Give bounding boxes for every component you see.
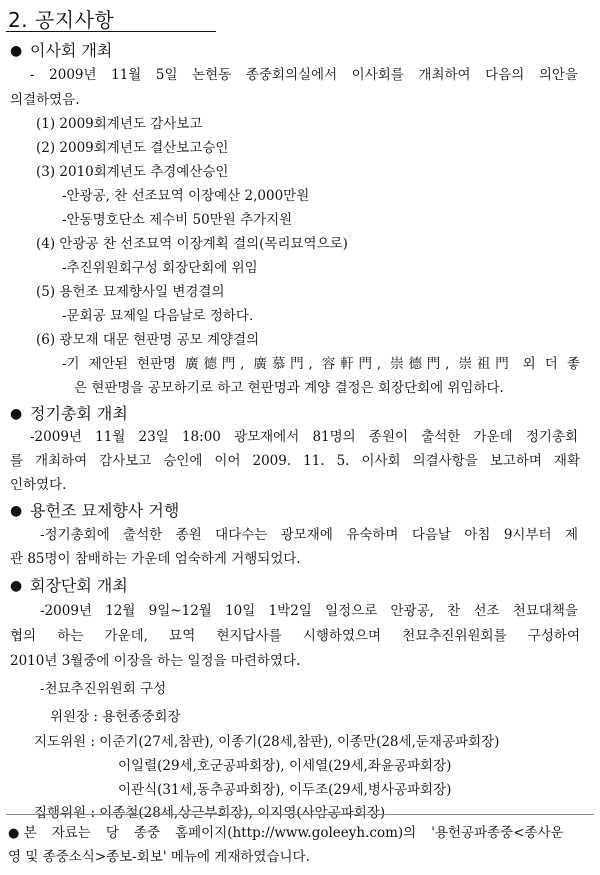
agenda-item: (1) 2009회계년도 감사보고 bbox=[36, 116, 203, 132]
committee-member: 이일렬(29세,호군공파회장), 이세열(29세,좌윤공파회장) bbox=[118, 758, 452, 774]
agenda-subitem: 은 현판명을 공모하기로 하고 현판명과 계양 결정은 회장단회에 위임하다. bbox=[74, 380, 504, 396]
title-underline bbox=[6, 31, 216, 32]
agenda-subitem: -안광공, 찬 선조묘역 이장예산 2,000만원 bbox=[62, 188, 310, 204]
bullet-icon: ● bbox=[10, 406, 23, 422]
committee-member: 위원장 : 용헌종중회장 bbox=[50, 709, 181, 725]
bullet-icon: ● bbox=[10, 503, 23, 519]
page-title: 2. 공지사항 bbox=[8, 8, 115, 32]
bullet-icon: ● bbox=[8, 826, 20, 841]
committee-member: 이관식(31세,동추공파회장), 이두조(29세,병사공파회장) bbox=[118, 782, 452, 798]
body-line: 의결하였음. bbox=[10, 92, 80, 108]
bullet-icon: ● bbox=[10, 578, 23, 594]
agenda-item: (6) 광모재 대문 현판명 공모 계양결의 bbox=[36, 332, 260, 348]
body-line: -2009년 12월 9일~12월 10일 1박2일 일정으로 안광공, 찬 선조 천묘대책을 bbox=[40, 603, 578, 619]
agenda-item: (2) 2009회계년도 결산보고승인 bbox=[36, 140, 229, 156]
body-line: 2010년 3월중에 이장을 하는 일정을 마련하였다. bbox=[10, 653, 301, 669]
agenda-subitem: -안동명호단소 제수비 50만원 추가지원 bbox=[62, 212, 293, 228]
footer-note-line: 영 및 종중소식>종보-회보' 메뉴에 게재하였습니다. bbox=[8, 849, 310, 865]
footer-divider bbox=[6, 814, 594, 815]
section-heading-executive-meeting: ● 회장단회 개최 bbox=[10, 576, 128, 595]
body-line: - 2009년 11월 5일 논현동 종중회의실에서 이사회를 개최하여 다음의 의안을 bbox=[30, 67, 578, 83]
body-line: -정기총회에 출석한 종원 대다수는 광모재에 유숙하며 다음날 아침 9시부터 제 bbox=[40, 527, 578, 543]
section-heading-general-meeting: ● 정기총회 개최 bbox=[10, 404, 128, 423]
agenda-subitem: -기 제안된 현판명 廣德門, 廣慕門, 容軒門, 崇德門, 崇祖門 외 더 좋 bbox=[62, 356, 580, 372]
body-line: 를 개최하여 감사보고 승인에 이어 2009. 11. 5. 이사회 의결사항을 보고하며 재확 bbox=[10, 453, 580, 469]
body-line: 관 85명이 참배하는 가운데 엄숙하게 거행되었다. bbox=[10, 551, 301, 567]
section-heading-memorial-rite: ● 용헌조 묘제향사 거행 bbox=[10, 501, 180, 520]
footer-note-line: ● 본 자료는 당 종중 홈페이지(http://www.goleeyh.com)의 '용헌공파종중<종사운 bbox=[8, 825, 564, 841]
agenda-item: (4) 안광공 찬 선조묘역 이장계획 결의(목리묘역으로) bbox=[36, 236, 348, 252]
agenda-subitem: -추진위원회구성 회장단회에 위임 bbox=[62, 260, 258, 276]
body-line: 협의 하는 가운데, 묘역 현지답사를 시행하였으며 천묘추진위원회를 구성하여 bbox=[10, 628, 580, 644]
section-heading-board-meeting: ● 이사회 개최 bbox=[10, 41, 113, 60]
agenda-item: (3) 2010회계년도 추경예산승인 bbox=[36, 164, 229, 180]
committee-title: -천묘추진위원회 구성 bbox=[40, 681, 167, 697]
body-line: -2009년 11월 23일 18:00 광모재에서 81명의 종원이 출석한 가운데 정기총회 bbox=[30, 429, 578, 445]
agenda-subitem: -문회공 묘제일 다음날로 정하다. bbox=[62, 308, 254, 324]
committee-member: 지도위원 : 이준기(27세,참판), 이종기(28세,참판), 이종만(28세,둔재공파회장) bbox=[34, 734, 500, 750]
committee-member: 집행위원 : 이종철(28세,상근부회장), 이지영(사암공파회장) bbox=[34, 805, 386, 821]
agenda-item: (5) 용헌조 묘제향사일 변경결의 bbox=[36, 284, 225, 300]
bullet-icon: ● bbox=[10, 43, 23, 59]
body-line: 인하였다. bbox=[10, 477, 67, 493]
